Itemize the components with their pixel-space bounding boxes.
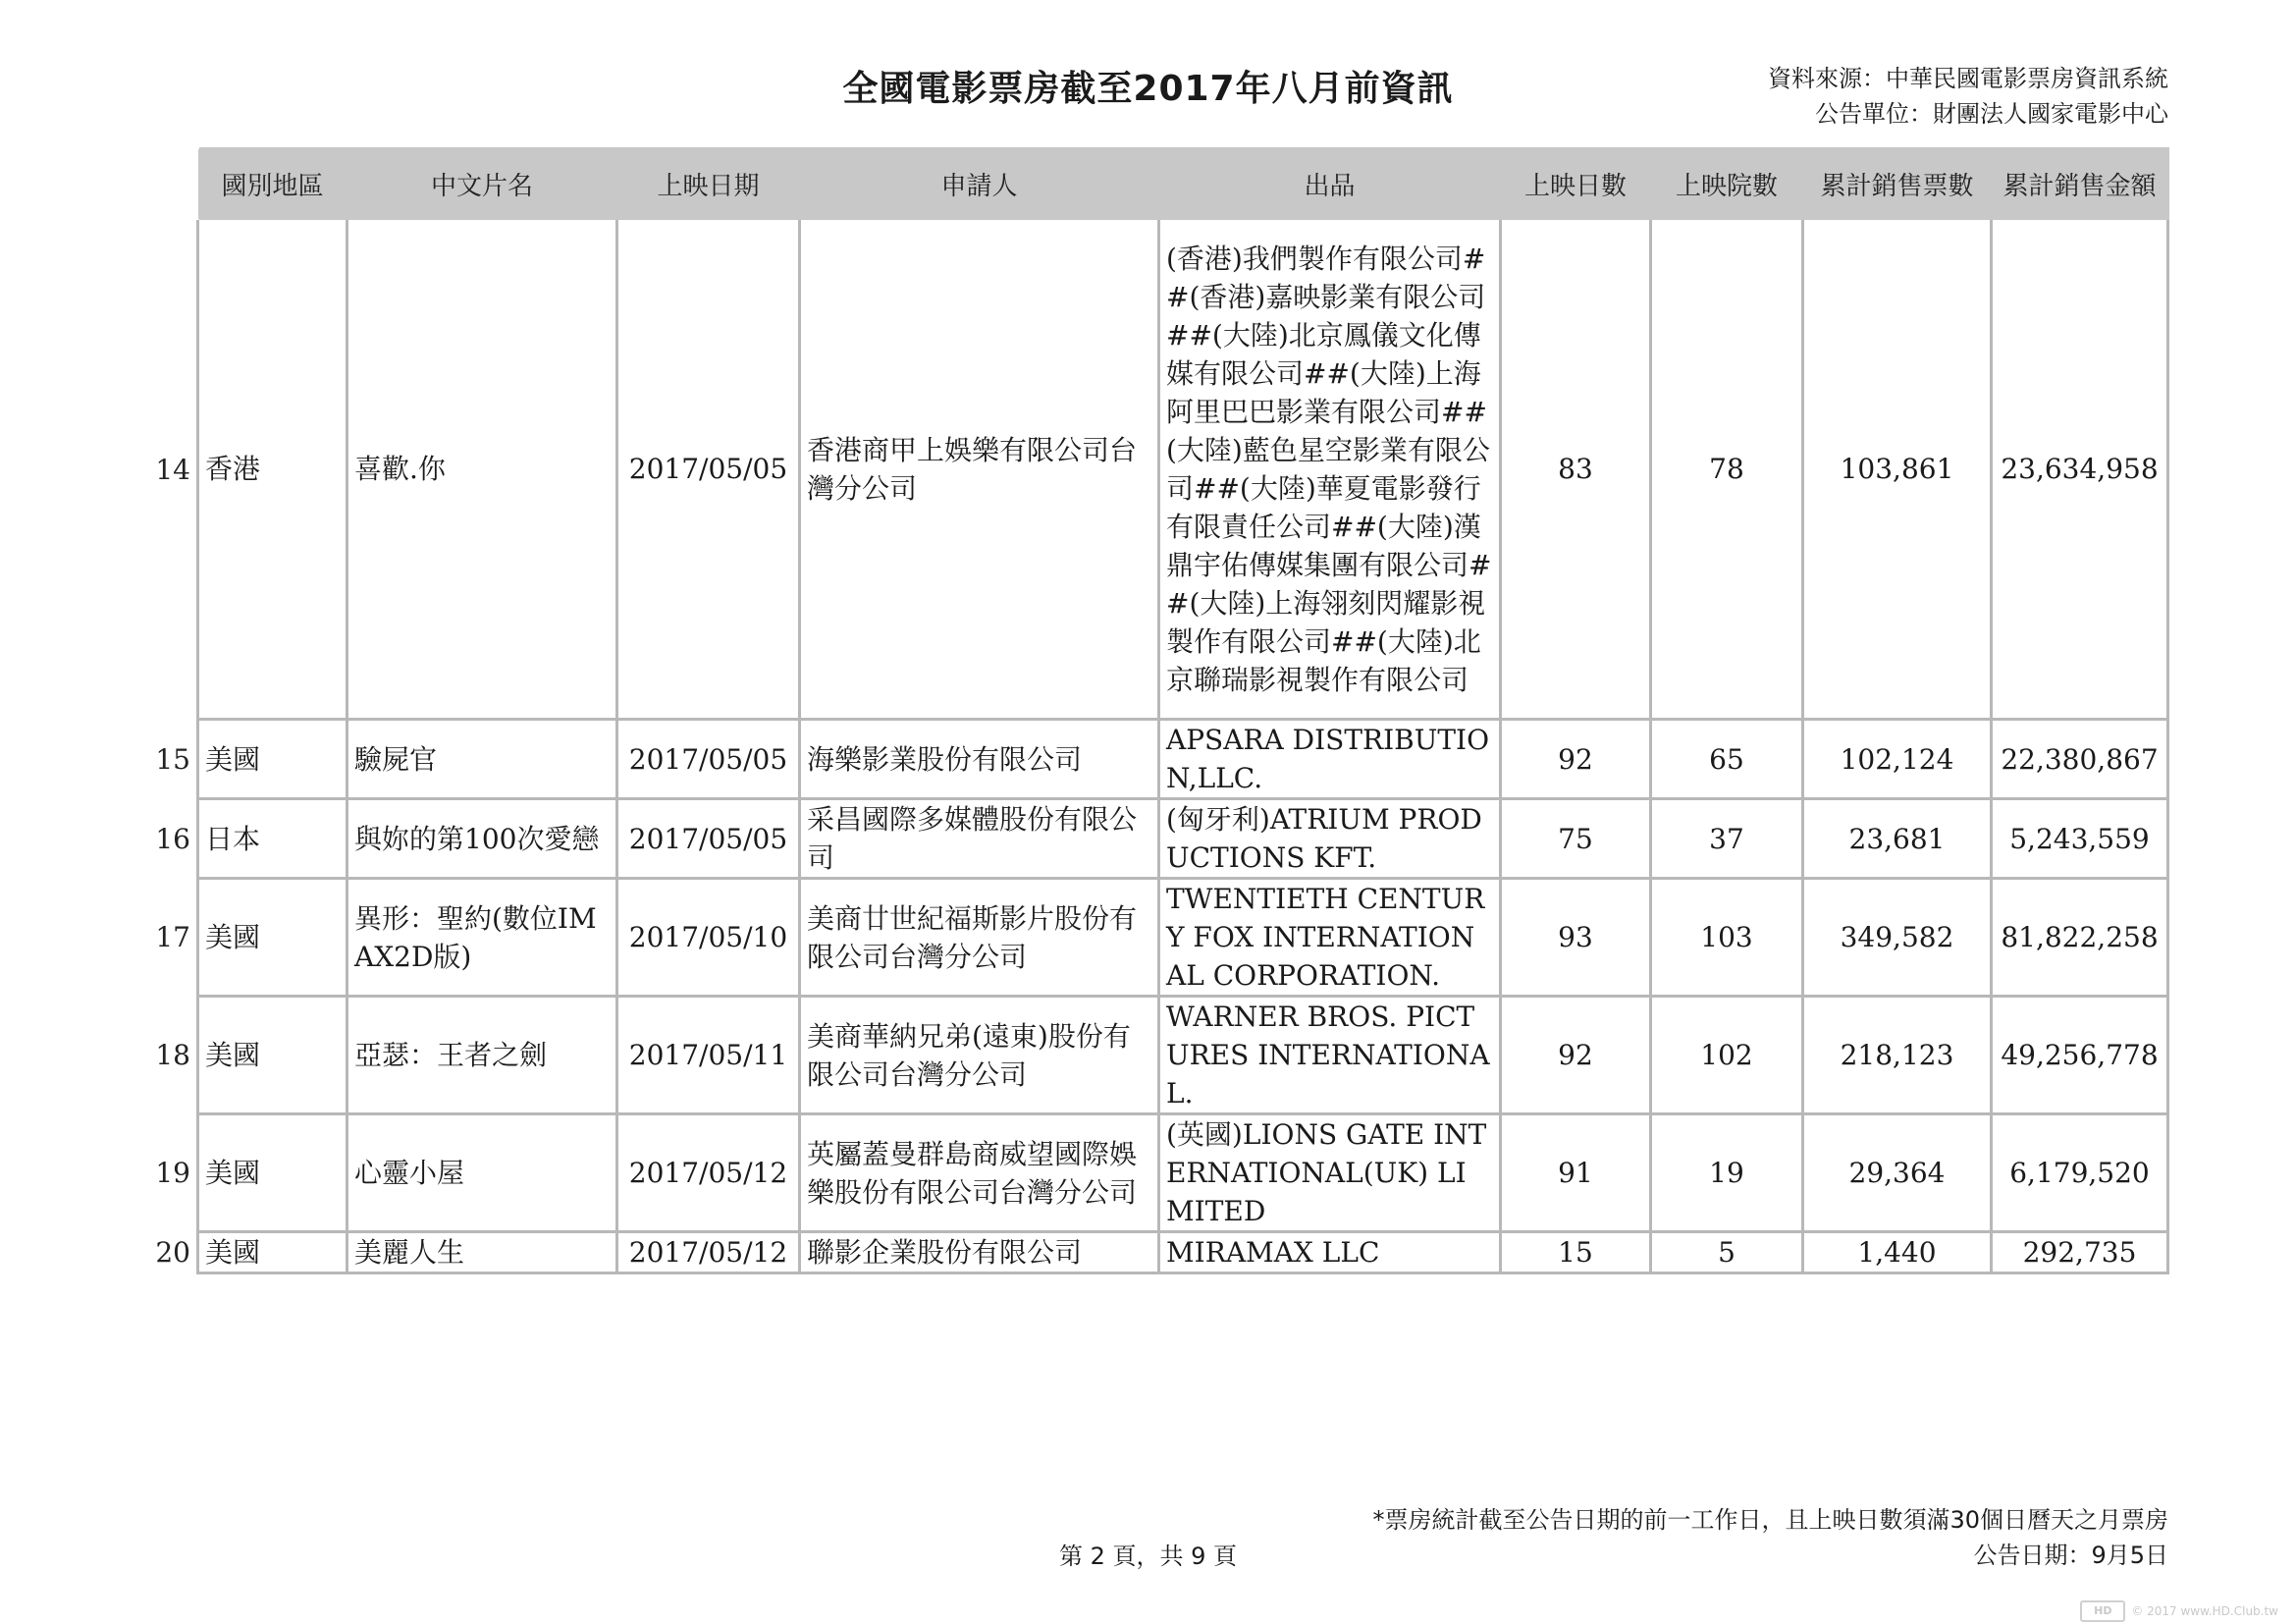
cell-revenue: 23,634,958 <box>1992 219 2168 720</box>
table-row <box>144 1232 2168 1273</box>
cell-date: 2017/05/05 <box>617 219 800 720</box>
cell-producer: (英國)LIONS GATE INTERNATIONAL(UK) LIMITED <box>1159 1114 1501 1232</box>
cell-tickets: 1,440 <box>1803 1232 1992 1273</box>
header-rownum <box>144 149 198 219</box>
cell-title: 與妳的第100次愛戀 <box>347 799 617 879</box>
cell-days: 93 <box>1501 879 1651 997</box>
row-number: 18 <box>155 1039 190 1071</box>
cell-tickets: 218,123 <box>1803 997 1992 1114</box>
box-office-table <box>142 147 2169 1274</box>
cell-country: 美國 <box>198 997 347 1114</box>
row-number: 15 <box>155 742 190 776</box>
cell-country: 美國 <box>198 720 347 799</box>
cell-country: 美國 <box>198 879 347 997</box>
cell-applicant: 英屬蓋曼群島商威望國際娛樂股份有限公司台灣分公司 <box>800 1114 1159 1232</box>
cell-revenue: 81,822,258 <box>1992 879 2168 997</box>
cell-days: 91 <box>1501 1114 1651 1232</box>
row-number: 16 <box>155 822 190 855</box>
cell-date: 2017/05/05 <box>617 720 800 799</box>
header-date: 上映日期 <box>617 149 800 219</box>
cell-producer: MIRAMAX LLC <box>1159 1232 1501 1273</box>
watermark <box>2080 1600 2278 1622</box>
cell-days: 15 <box>1501 1232 1651 1273</box>
hd-club-logo-icon: HD <box>2080 1600 2125 1622</box>
cell-revenue: 292,735 <box>1992 1232 2168 1273</box>
cell-days: 83 <box>1501 219 1651 720</box>
cell-country: 日本 <box>198 799 347 879</box>
header-applicant: 申請人 <box>800 149 1159 219</box>
cell-revenue: 5,243,559 <box>1992 799 2168 879</box>
cell-revenue: 6,179,520 <box>1992 1114 2168 1232</box>
cell-days: 92 <box>1501 997 1651 1114</box>
cell-tickets: 23,681 <box>1803 799 1992 879</box>
cell-date: 2017/05/11 <box>617 997 800 1114</box>
cell-producer: (香港)我們製作有限公司##(香港)嘉映影業有限公司##(大陸)北京鳳儀文化傳媒有限公司##(大陸)上海阿里巴巴影業有限公司##(大陸)藍色星空影業有限公司##(大陸)華夏電影發行有限責任公司##(大陸)漢鼎宇佑傳媒集團有限公司##(大陸)上海翎刻閃耀影視製作有限公司##(大陸)北京聯瑞影視製作有限公司 <box>1159 219 1501 720</box>
cell-theaters: 65 <box>1651 720 1803 799</box>
cell-theaters: 78 <box>1651 219 1803 720</box>
cell-applicant: 采昌國際多媒體股份有限公司 <box>800 799 1159 879</box>
row-number: 19 <box>155 1157 190 1189</box>
source-info <box>1768 61 2168 132</box>
cell-revenue: 22,380,867 <box>1992 720 2168 799</box>
cell-producer: TWENTIETH CENTURY FOX INTERNATIONAL CORPORATION. <box>1159 879 1501 997</box>
cell-revenue: 49,256,778 <box>1992 997 2168 1114</box>
cell-tickets: 349,582 <box>1803 879 1992 997</box>
cell-theaters: 5 <box>1651 1232 1803 1273</box>
cell-country: 美國 <box>198 1232 347 1273</box>
row-number: 17 <box>155 921 190 953</box>
header-title: 中文片名 <box>347 149 617 219</box>
cell-title: 驗屍官 <box>347 720 617 799</box>
cell-producer: APSARA DISTRIBUTION,LLC. <box>1159 720 1501 799</box>
cell-theaters: 103 <box>1651 879 1803 997</box>
footnote-text: *票房統計截至公告日期的前一工作日，且上映日數須滿30個日曆天之月票房 <box>1372 1506 2168 1534</box>
cell-tickets: 29,364 <box>1803 1114 1992 1232</box>
table-row <box>144 720 2168 799</box>
header-country: 國別地區 <box>198 149 347 219</box>
source-line: 資料來源：中華民國電影票房資訊系統 <box>1768 65 2168 92</box>
cell-title: 亞瑟：王者之劍 <box>347 997 617 1114</box>
cell-days: 92 <box>1501 720 1651 799</box>
cell-producer: WARNER BROS. PICTURES INTERNATIONAL. <box>1159 997 1501 1114</box>
table-header-row <box>144 149 2168 219</box>
cell-tickets: 103,861 <box>1803 219 1992 720</box>
cell-date: 2017/05/12 <box>617 1232 800 1273</box>
cell-producer: (匈牙利)ATRIUM PRODUCTIONS KFT. <box>1159 799 1501 879</box>
header-producer: 出品 <box>1159 149 1501 219</box>
cell-applicant: 聯影企業股份有限公司 <box>800 1232 1159 1273</box>
header-tickets: 累計銷售票數 <box>1803 149 1992 219</box>
cell-applicant: 海樂影業股份有限公司 <box>800 720 1159 799</box>
cell-tickets: 102,124 <box>1803 720 1992 799</box>
header-revenue: 累計銷售金額 <box>1992 149 2168 219</box>
table-row <box>144 1114 2168 1232</box>
announce-date: 公告日期：9月5日 <box>1973 1542 2168 1569</box>
cell-days: 75 <box>1501 799 1651 879</box>
announcer-line: 公告單位：財團法人國家電影中心 <box>1815 100 2168 128</box>
cell-theaters: 102 <box>1651 997 1803 1114</box>
cell-theaters: 19 <box>1651 1114 1803 1232</box>
cell-theaters: 37 <box>1651 799 1803 879</box>
table-row <box>144 879 2168 997</box>
cell-country: 美國 <box>198 1114 347 1232</box>
table-row <box>144 997 2168 1114</box>
cell-country: 香港 <box>198 219 347 720</box>
cell-applicant: 美商廿世紀福斯影片股份有限公司台灣分公司 <box>800 879 1159 997</box>
row-number: 14 <box>155 453 190 486</box>
cell-title: 心靈小屋 <box>347 1114 617 1232</box>
cell-date: 2017/05/10 <box>617 879 800 997</box>
cell-applicant: 美商華納兄弟(遠東)股份有限公司台灣分公司 <box>800 997 1159 1114</box>
cell-title: 喜歡.你 <box>347 219 617 720</box>
cell-title: 異形：聖約(數位IMAX2D版) <box>347 879 617 997</box>
cell-date: 2017/05/05 <box>617 799 800 879</box>
cell-title: 美麗人生 <box>347 1232 617 1273</box>
header-days: 上映日數 <box>1501 149 1651 219</box>
cell-date: 2017/05/12 <box>617 1114 800 1232</box>
page-number: 第 2 頁，共 9 頁 <box>1058 1543 1238 1570</box>
page-title: 全國電影票房截至2017年八月前資訊 <box>842 69 1454 109</box>
watermark-text: © 2017 www.HD.Club.tw <box>2131 1604 2278 1618</box>
cell-applicant: 香港商甲上娛樂有限公司台灣分公司 <box>800 219 1159 720</box>
header-theaters: 上映院數 <box>1651 149 1803 219</box>
row-number: 20 <box>155 1236 190 1269</box>
table-row <box>144 219 2168 720</box>
table-row <box>144 799 2168 879</box>
